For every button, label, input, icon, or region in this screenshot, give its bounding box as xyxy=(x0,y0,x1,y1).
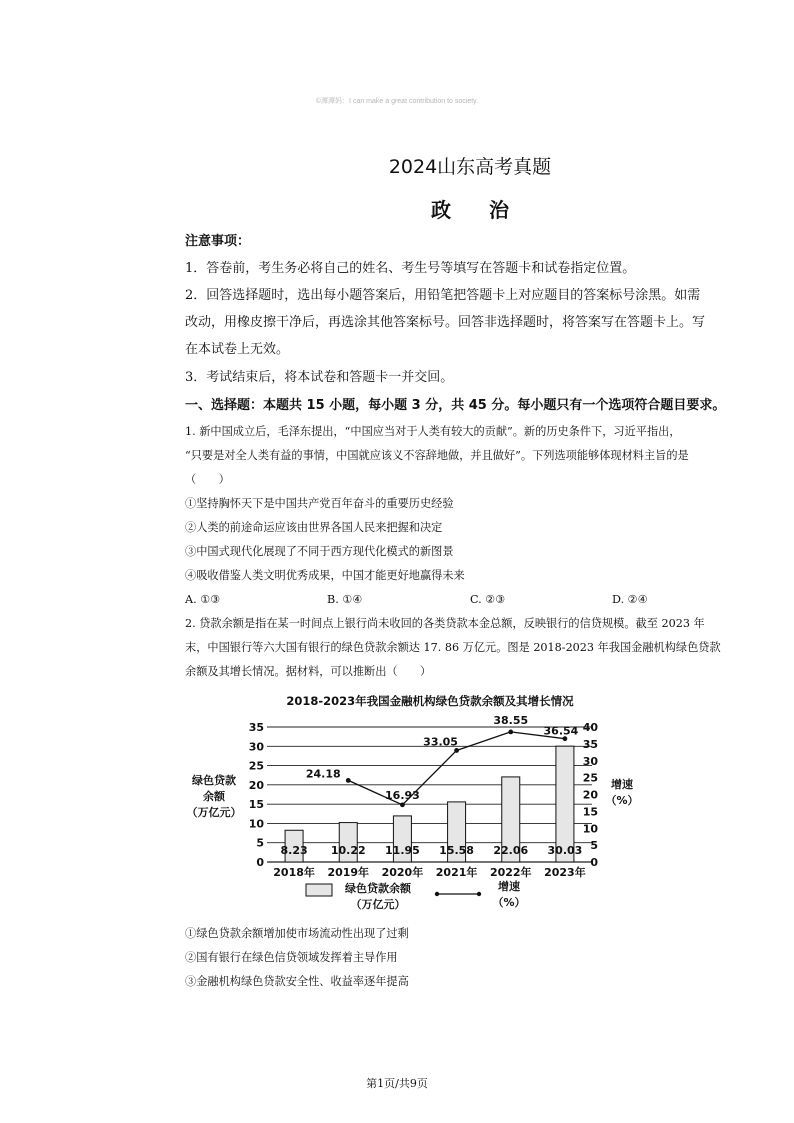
watermark: ©潭潭妈：I can make a great contribution to society. xyxy=(315,98,479,105)
right-axis-tick-label: 35 xyxy=(582,737,598,751)
right-axis-tick-label: 15 xyxy=(582,805,598,819)
legend-bar-swatch xyxy=(306,884,332,896)
q1-statement: ①坚持胸怀天下是中国共产党百年奋斗的重要历史经验 xyxy=(185,497,454,510)
growth-value-label: 24.18 xyxy=(305,767,341,781)
q2-stem-line: 2. 贷款余额是指在某一时间点上银行尚未收回的各类贷款本金总额，反映银行的信贷规模。截至 2023 年 xyxy=(185,617,705,630)
growth-value-label: 36.54 xyxy=(543,724,579,738)
q2-stem-line: 余额及其增长情况。据材料，可以推断出（ ） xyxy=(185,665,432,678)
right-axis-tick-label: 0 xyxy=(590,856,598,869)
q1-statement: ④吸收借鉴人类文明优秀成果，中国才能更好地赢得未来 xyxy=(185,569,465,582)
notice-item: 1．答卷前，考生务必将自己的姓名、考生号等填写在答题卡和试卷指定位置。 xyxy=(185,261,636,276)
right-axis-tick-label: 20 xyxy=(582,788,598,802)
bar-value-label: 22.06 xyxy=(493,844,529,857)
q1-stem-line: 1. 新中国成立后，毛泽东提出，“中国应当对于人类有较大的贡献”。新的历史条件下，习近平指出， xyxy=(185,425,681,438)
growth-point xyxy=(508,729,513,734)
q1-stem-line: “只要是对全人类有益的事情，中国就应该义不容辞地做，并且做好”。下列选项能够体现材料主旨的是 xyxy=(185,449,689,462)
right-axis-tick-label: 40 xyxy=(582,721,598,734)
legend-line-label-line: 增速 xyxy=(498,880,520,893)
x-tick-label: 2018年 xyxy=(273,866,315,879)
left-axis-tick-label: 25 xyxy=(248,759,264,773)
notice-item: 3．考试结束后，将本试卷和答题卡一并交回。 xyxy=(185,370,454,385)
q2-statement: ③金融机构绿色贷款安全性、收益率逐年提高 xyxy=(185,975,409,988)
notice-heading: 注意事项： xyxy=(185,234,251,249)
q2-stem-line: 末，中国银行等六大国有银行的绿色贷款余额达 17. 86 万亿元。图是 2018-2023 年我国金融机构绿色贷款 xyxy=(185,641,721,654)
left-axis-label-line: （万亿元） xyxy=(186,806,242,819)
bar-value-label: 10.22 xyxy=(330,844,366,857)
chart-title: 2018-2023年我国金融机构绿色贷款余额及其增长情况 xyxy=(286,694,574,708)
q1-option-c: C. ②③ xyxy=(470,593,506,606)
left-axis-tick-label: 0 xyxy=(256,856,264,869)
exam-title: 2024山东高考真题 xyxy=(388,156,552,178)
left-axis-tick-label: 35 xyxy=(248,721,264,734)
section-heading: 一、选择题：本题共 15 小题，每小题 3 分，共 45 分。每小题只有一个选项符合题目要求。 xyxy=(185,398,726,413)
growth-value-label: 16.93 xyxy=(385,788,420,802)
bar-value-label: 8.23 xyxy=(280,844,308,857)
growth-value-label: 38.55 xyxy=(493,713,529,727)
legend-bar-label-line: 绿色贷款余额 xyxy=(345,882,411,895)
q2-statement: ①绿色贷款余额增加使市场流动性出现了过剩 xyxy=(185,927,409,940)
notice-item: 在本试卷上无效。 xyxy=(185,342,290,357)
q1-statement: ②人类的前途命运应该由世界各国人民来把握和决定 xyxy=(185,521,443,534)
legend-line-label-line: （%） xyxy=(492,896,526,909)
growth-point xyxy=(400,802,405,807)
q2-statement: ②国有银行在绿色信贷领域发挥着主导作用 xyxy=(185,951,398,964)
subject-char-2: 治 xyxy=(489,198,509,222)
left-axis-tick-label: 15 xyxy=(248,798,264,812)
x-tick-label: 2020年 xyxy=(381,866,424,879)
page-footer: 第1页/共9页 xyxy=(366,1077,428,1090)
subject-char-1: 政 xyxy=(431,198,451,222)
right-axis-label-line: 增速 xyxy=(611,778,633,791)
left-axis-label-line: 绿色贷款 xyxy=(192,774,236,787)
legend-line-marker xyxy=(477,892,481,896)
legend-bar-label-line: （万亿元） xyxy=(350,898,406,911)
left-axis-tick-label: 10 xyxy=(248,817,264,831)
q1-option-d: D. ②④ xyxy=(612,593,648,606)
x-tick-label: 2022年 xyxy=(489,866,532,879)
q1-stem-line: （ ） xyxy=(185,473,230,486)
q1-option-b: B. ①④ xyxy=(327,593,363,606)
x-tick-label: 2023年 xyxy=(544,866,586,879)
growth-value-label: 33.05 xyxy=(423,735,458,749)
bar-value-label: 11.95 xyxy=(385,844,420,857)
notice-item: 改动，用橡皮擦干净后，再选涂其他答案标号。回答非选择题时，将答案写在答题卡上。写 xyxy=(185,315,706,330)
left-axis-tick-label: 30 xyxy=(248,740,264,754)
bar-value-label: 15.58 xyxy=(439,844,474,857)
q1-statement: ③中国式现代化展现了不同于西方现代化模式的新图景 xyxy=(185,545,454,558)
q1-option-a: A. ①③ xyxy=(185,593,221,606)
legend-line-marker xyxy=(435,892,439,896)
right-axis-tick-label: 30 xyxy=(582,754,598,768)
right-axis-label-line: （%） xyxy=(605,794,639,807)
right-axis-tick-label: 10 xyxy=(582,822,598,836)
left-axis-tick-label: 20 xyxy=(248,778,264,792)
x-tick-label: 2021年 xyxy=(435,866,478,879)
right-axis-tick-label: 5 xyxy=(590,839,598,853)
x-tick-label: 2019年 xyxy=(327,866,370,879)
growth-point xyxy=(346,778,351,783)
right-axis-tick-label: 25 xyxy=(582,771,598,785)
left-axis-tick-label: 5 xyxy=(256,836,264,850)
growth-point xyxy=(454,748,459,753)
notice-item: 2．回答选择题时，选出每小题答案后，用铅笔把答题卡上对应题目的答案标号涂黑。如需 xyxy=(185,288,701,303)
left-axis-label-line: 余额 xyxy=(203,790,225,803)
bar-value-label: 30.03 xyxy=(547,844,583,857)
